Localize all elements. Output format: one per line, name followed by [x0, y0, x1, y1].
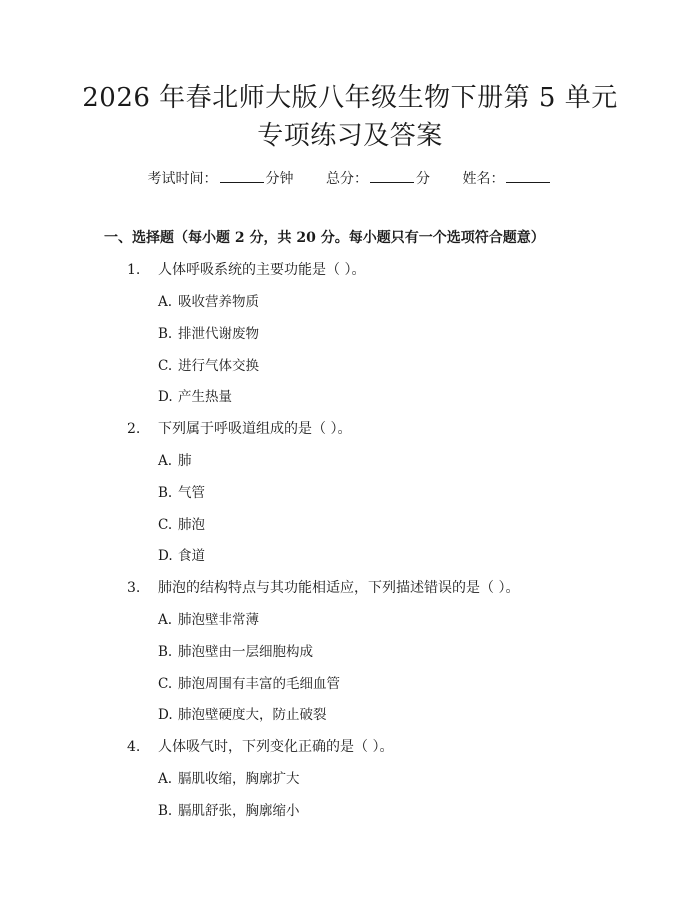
document-title-line-1: 2026 年春北师大版八年级生物下册第 5 单元	[82, 83, 618, 113]
option-item	[158, 325, 259, 343]
option-item	[158, 706, 327, 724]
option-letter: B.	[158, 644, 173, 660]
section-heading: 一、选择题（每小题 2 分，共 20 分。每小题只有一个选项符合题意）	[104, 230, 545, 246]
option-letter: A.	[158, 771, 173, 787]
option-text: 膈肌收缩，胸廓扩大	[178, 771, 300, 787]
option-item	[158, 770, 300, 788]
option-letter: A.	[158, 294, 173, 310]
option-letter: B.	[158, 485, 173, 501]
option-item	[158, 357, 259, 375]
option-item	[158, 802, 300, 820]
question-number: 4.	[127, 739, 141, 755]
exam-time-blank	[220, 170, 264, 183]
option-letter: D.	[158, 707, 173, 723]
total-score-blank	[370, 170, 414, 183]
option-item	[158, 452, 192, 470]
option-item	[158, 611, 259, 629]
question-item	[127, 579, 519, 597]
question-number: 2.	[127, 421, 141, 437]
option-text: 肺泡壁非常薄	[178, 612, 259, 628]
question-text: 人体吸气时，下列变化正确的是（ ）。	[158, 739, 394, 755]
option-text: 肺泡壁由一层细胞构成	[178, 644, 313, 660]
question-item	[127, 261, 365, 279]
student-name-field	[462, 170, 552, 188]
exam-time-label: 考试时间：	[147, 171, 218, 187]
question-text: 下列属于呼吸道组成的是（ ）。	[158, 421, 352, 437]
option-letter: A.	[158, 453, 173, 469]
option-text: 排泄代谢废物	[178, 326, 259, 342]
option-item	[158, 293, 259, 311]
total-score-field	[326, 170, 430, 188]
total-score-label: 总分：	[326, 171, 368, 187]
option-letter: D.	[158, 389, 173, 405]
option-letter: D.	[158, 548, 173, 564]
option-text: 产生热量	[178, 389, 232, 405]
option-item	[158, 388, 232, 406]
option-text: 肺泡	[178, 517, 205, 533]
question-text: 肺泡的结构特点与其功能相适应，下列描述错误的是（ ）。	[158, 580, 520, 596]
option-item	[158, 484, 205, 502]
question-item	[127, 738, 393, 756]
option-item	[158, 675, 340, 693]
option-text: 进行气体交换	[178, 358, 259, 374]
option-text: 吸收营养物质	[178, 294, 259, 310]
option-letter: C.	[158, 676, 173, 692]
question-text: 人体呼吸系统的主要功能是（ ）。	[158, 262, 366, 278]
option-item	[158, 516, 205, 534]
option-text: 肺泡壁硬度大，防止破裂	[178, 707, 327, 723]
student-name-blank	[506, 170, 550, 183]
student-name-label: 姓名：	[462, 171, 505, 187]
option-item	[158, 643, 313, 661]
option-letter: B.	[158, 326, 173, 342]
total-score-unit: 分	[416, 171, 430, 187]
option-letter: C.	[158, 358, 173, 374]
option-text: 肺泡周围有丰富的毛细血管	[178, 676, 340, 692]
option-text: 气管	[178, 485, 205, 501]
exam-time-field	[148, 170, 294, 188]
question-number: 1.	[127, 262, 141, 278]
option-letter: C.	[158, 517, 173, 533]
option-letter: A.	[158, 612, 173, 628]
option-text: 食道	[178, 548, 205, 564]
option-item	[158, 547, 205, 565]
question-item	[127, 420, 351, 438]
exam-time-unit: 分钟	[265, 171, 294, 187]
document-title-line-2: 专项练习及答案	[257, 121, 443, 151]
question-number: 3.	[127, 580, 141, 596]
option-letter: B.	[158, 803, 173, 819]
exam-info-row	[0, 170, 700, 188]
option-text: 肺	[178, 453, 192, 469]
option-text: 膈肌舒张，胸廓缩小	[178, 803, 300, 819]
